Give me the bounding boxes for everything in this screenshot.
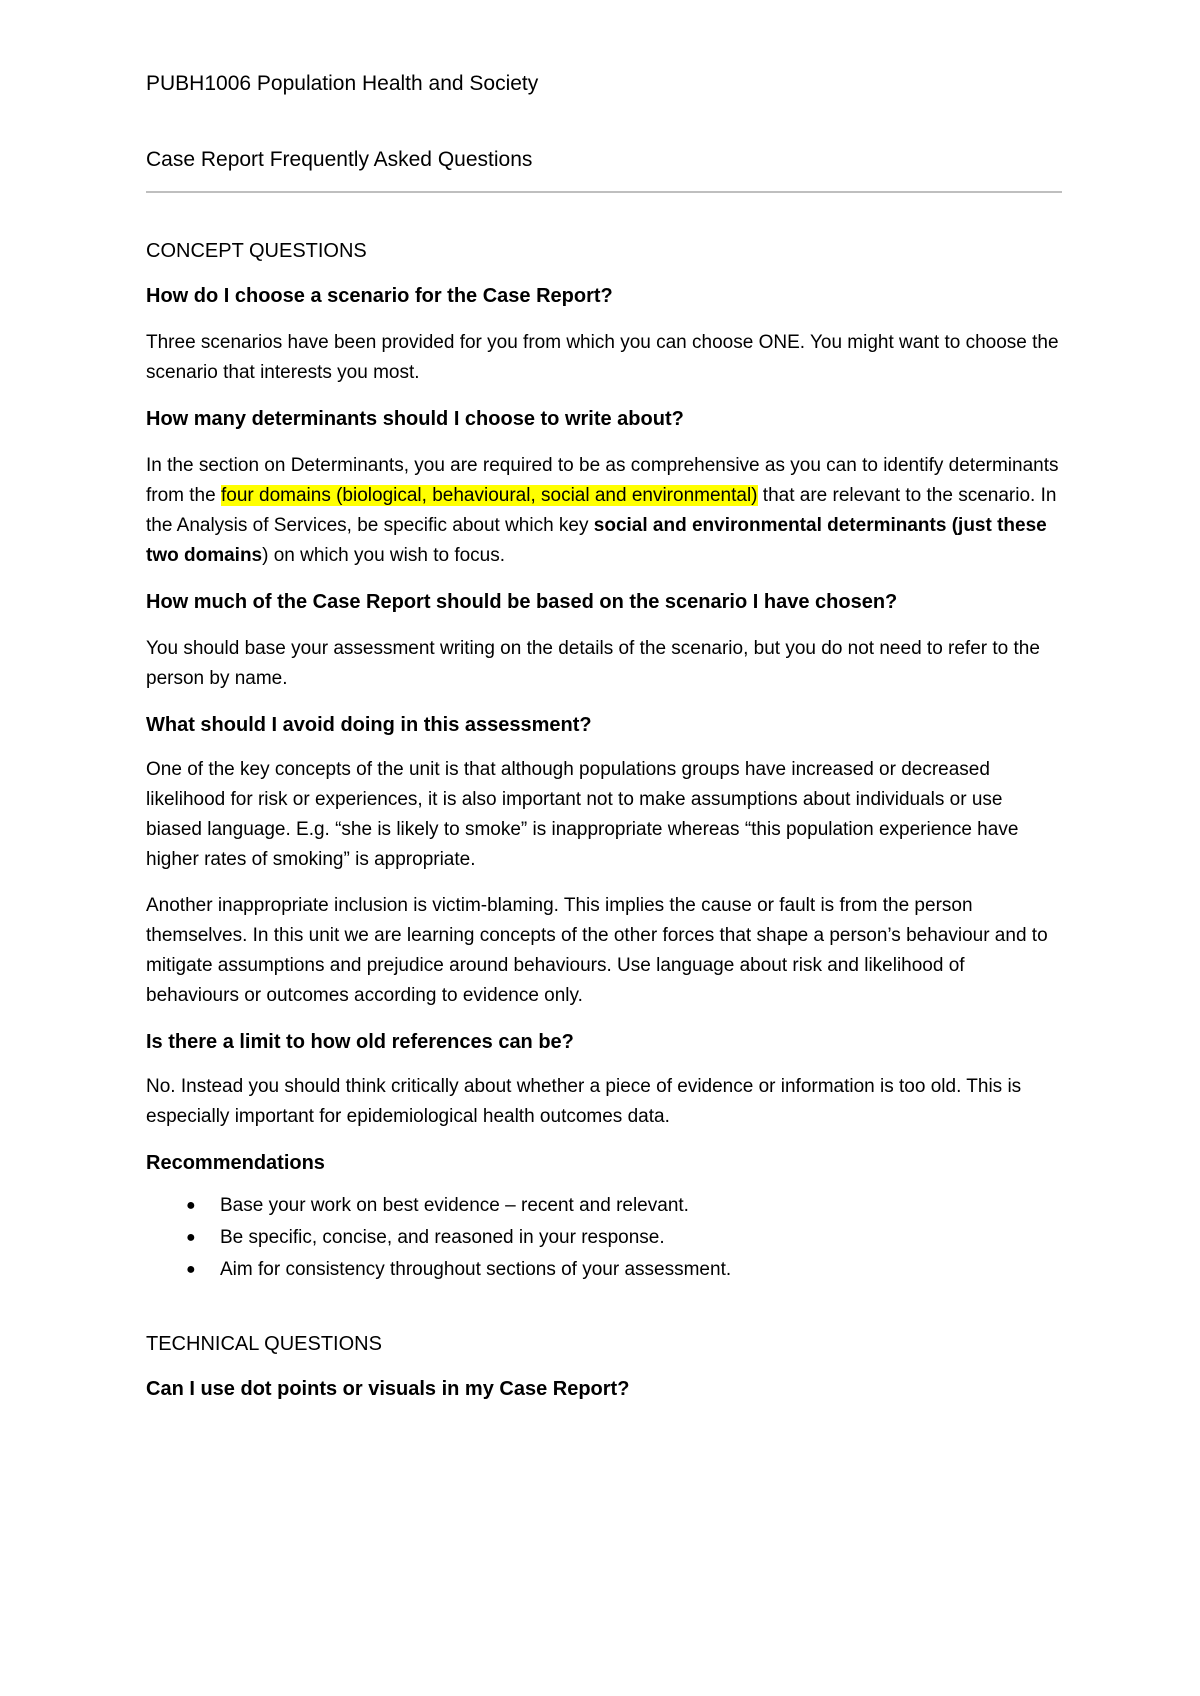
answer-choose-scenario: Three scenarios have been provided for you from which you can choose ONE. You might want to choose the scenario that interests you most. (146, 332, 1059, 383)
document-page (146, 70, 1062, 1403)
answer-text: that are relevant to the scenario. In the Analysis of Services, be specific about which key (146, 485, 1057, 536)
list-item-text: Aim for consistency throughout sections of your assessment. (220, 1259, 732, 1280)
recommendations-list (146, 1190, 1062, 1286)
recommendations-heading: Recommendations (146, 1152, 325, 1174)
question-scenario-basis: How much of the Case Report should be based on the scenario I have chosen? (146, 591, 898, 613)
technical-questions-heading: TECHNICAL QUESTIONS (146, 1333, 382, 1355)
concept-questions-heading: CONCEPT QUESTIONS (146, 240, 367, 262)
bullet-icon: ● (186, 1261, 196, 1278)
highlighted-text: four domains (biological, behavioural, social and environmental) (220, 485, 758, 506)
course-title: PUBH1006 Population Health and Society (146, 72, 539, 95)
answer-what-to-avoid-1: One of the key concepts of the unit is that although populations groups have increased or decreased likelihood for risk or experiences, it is also important not to make assumptions about individuals or use biased language. E.g. “she is likely to smoke” is inappropriate whereas “this population experience have higher rates of smoking” is appropriate. (146, 759, 1019, 870)
list-item (146, 1190, 1062, 1222)
bullet-icon: ● (186, 1229, 196, 1246)
bullet-icon: ● (186, 1197, 196, 1214)
question-how-many-determinants: How many determinants should I choose to write about? (146, 408, 684, 430)
answer-how-many-determinants (146, 451, 1062, 571)
list-item-text: Base your work on best evidence – recent and relevant. (220, 1195, 689, 1216)
question-what-to-avoid: What should I avoid doing in this assessment? (146, 714, 592, 736)
title-divider (146, 191, 1062, 193)
answer-reference-age: No. Instead you should think critically about whether a piece of evidence or information is too old. This is especially important for epidemiological health outcomes data. (146, 1076, 1022, 1127)
list-item (146, 1254, 1062, 1286)
bold-text: social and environmental determinants (just these two domains (146, 515, 1047, 566)
document-title: Case Report Frequently Asked Questions (146, 148, 533, 171)
answer-text: ) on which you wish to focus. (262, 545, 506, 566)
question-reference-age: Is there a limit to how old references can be? (146, 1031, 574, 1053)
answer-text: In the section on Determinants, you are required to be as comprehensive as you can to identify determinants from the (146, 455, 1059, 506)
answer-what-to-avoid-2: Another inappropriate inclusion is victim-blaming. This implies the cause or fault is from the person themselves. In this unit we are learning concepts of the other forces that shape a person’s behaviour and to mitigate assumptions and prejudice around behaviours. Use language about risk and likelihood of behaviours or outcomes according to evidence only. (146, 895, 1048, 1006)
list-item (146, 1222, 1062, 1254)
question-choose-scenario: How do I choose a scenario for the Case Report? (146, 285, 613, 307)
question-dot-points-visuals: Can I use dot points or visuals in my Case Report? (146, 1378, 630, 1400)
list-item-text: Be specific, concise, and reasoned in your response. (220, 1227, 665, 1248)
answer-scenario-basis: You should base your assessment writing on the details of the scenario, but you do not need to refer to the person by name. (146, 638, 1040, 689)
